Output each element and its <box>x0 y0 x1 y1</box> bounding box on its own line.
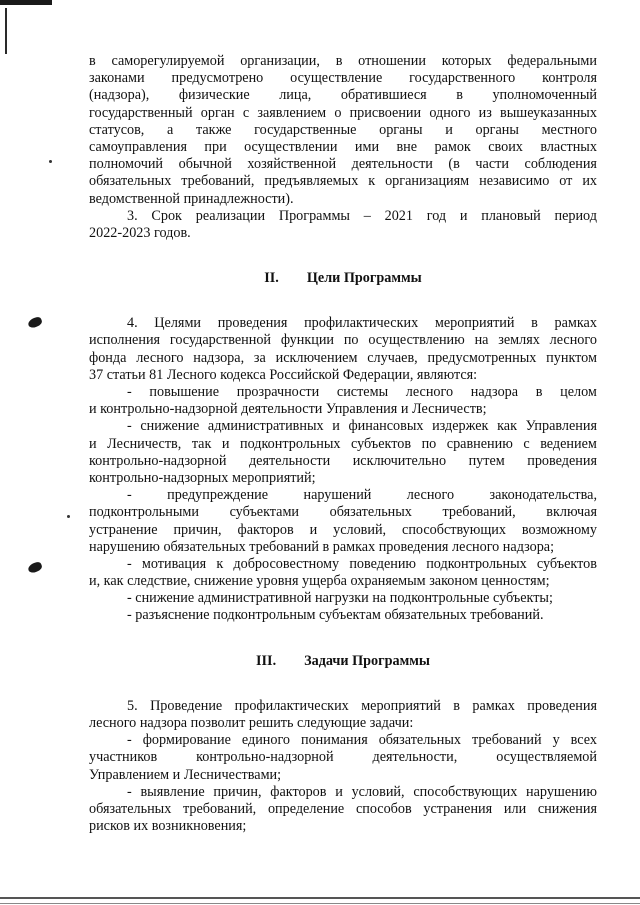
text-line: государственный орган с заявлением о присвоении одного из вышеуказанных <box>89 104 597 121</box>
text-line: самоуправления при осуществлении ими вне рамок своих властных <box>89 138 597 155</box>
text-line: - предупреждение нарушений лесного законодательства, <box>127 487 597 504</box>
text-line: подконтрольными субъектами обязательных требований, включая <box>89 504 597 521</box>
text-line: законами предусмотрено осуществление государственного контроля <box>89 70 597 87</box>
text-line: участников контрольно-надзорной деятельности, осуществляемой <box>89 749 597 766</box>
text-line: - выявление причин, факторов и условий, способствующих нарушению <box>127 783 597 800</box>
goals-paragraphs <box>89 315 597 624</box>
scan-artifact-edge <box>5 8 7 54</box>
text-line: и, как следствие, снижение уровня ущерба охраняемым законом ценностям; <box>89 573 550 590</box>
text-line: - повышение прозрачности системы лесного надзора в целом <box>127 384 597 400</box>
section-number: III. <box>256 652 277 669</box>
section-heading-tasks <box>89 653 597 670</box>
text-line: 5. Проведение профилактических мероприятий в рамках проведения <box>127 697 597 714</box>
text-line: контрольно-надзорных мероприятий; <box>89 469 316 486</box>
paragraph <box>89 418 597 487</box>
text-line: - снижение административных и финансовых издержек как Управления <box>127 418 597 435</box>
scan-dot <box>49 160 52 163</box>
text-line: 4. Целями проведения профилактических мероприятий в рамках <box>127 315 597 332</box>
text-line: фонда лесного надзора, за исключением случаев, предусмотренных пунктом <box>89 349 597 366</box>
paragraph <box>89 315 597 384</box>
text-line: устранение причин, факторов и условий, способствующих возможному <box>89 521 597 538</box>
paragraph <box>89 590 597 607</box>
paragraph <box>89 607 597 624</box>
scan-artifact-bottom-line <box>0 903 640 904</box>
paragraph <box>89 487 597 556</box>
section-number: II. <box>264 270 279 287</box>
tasks-paragraphs <box>89 698 597 836</box>
text-line: - мотивация к добросовестному поведению подконтрольных субъектов <box>127 555 597 572</box>
text-line: рисков их возникновения; <box>89 818 247 835</box>
text-line: 3. Срок реализации Программы – 2021 год и плановый период <box>127 207 597 224</box>
text-line: - разъяснение подконтрольным субъектам обязательных требований. <box>127 607 544 624</box>
scan-artifact-bottom-line <box>0 897 640 899</box>
paragraph <box>89 53 597 208</box>
text-line: Управлением и Лесничествами; <box>89 766 282 783</box>
section-title: Задачи Программы <box>304 652 430 669</box>
text-line: в саморегулируемой организации, в отношении которых федеральными <box>89 53 597 69</box>
paragraph <box>89 556 597 590</box>
text-line: (надзора), физические лица, обратившиеся в уполномоченный <box>89 87 597 104</box>
paragraph <box>89 732 597 784</box>
scan-artifact-corner <box>0 0 52 5</box>
paragraph <box>89 784 597 836</box>
paragraph <box>89 698 597 732</box>
text-line: - снижение административной нагрузки на подконтрольные субъекты; <box>127 590 553 607</box>
text-line: контрольно-надзорной деятельности исключительно путем проведения <box>89 452 597 469</box>
text-line: полномочий обычной хозяйственной деятельности (в части соблюдения <box>89 156 597 173</box>
text-line: - формирование единого понимания обязательных требований у всех <box>127 732 597 749</box>
hole-punch-mark-lower <box>27 561 43 574</box>
paragraph <box>89 384 597 418</box>
text-line: статусов, а также государственные органы и органы местного <box>89 121 597 138</box>
text-line: ведомственной принадлежности). <box>89 190 294 207</box>
text-line: лесного надзора позволит решить следующие задачи: <box>89 715 414 731</box>
scan-dot <box>67 515 70 518</box>
section-heading-goals <box>89 270 597 287</box>
text-line: 37 статьи 81 Лесного кодекса Российской Федерации, являются: <box>89 366 478 383</box>
text-line: и контрольно-надзорной деятельности Управления и Лесничеств; <box>89 401 487 418</box>
document-body <box>89 53 597 835</box>
text-line: нарушению обязательных требований в рамках проведения лесного надзора; <box>89 538 555 555</box>
text-line: обязательных требований, определение способов устранения или снижения <box>89 800 597 817</box>
intro-paragraphs <box>89 53 597 242</box>
text-line: обязательных требований, предъявляемых к организациям независимо от их <box>89 173 597 190</box>
paragraph <box>89 208 597 242</box>
text-line: 2022-2023 годов. <box>89 224 191 241</box>
section-title: Цели Программы <box>306 270 422 287</box>
hole-punch-mark-upper <box>27 316 43 329</box>
text-line: исполнения государственной функции по осуществлению на землях лесного <box>89 332 597 349</box>
text-line: и Лесничеств, так и подконтрольных субъектов по сравнению с ведением <box>89 435 597 452</box>
